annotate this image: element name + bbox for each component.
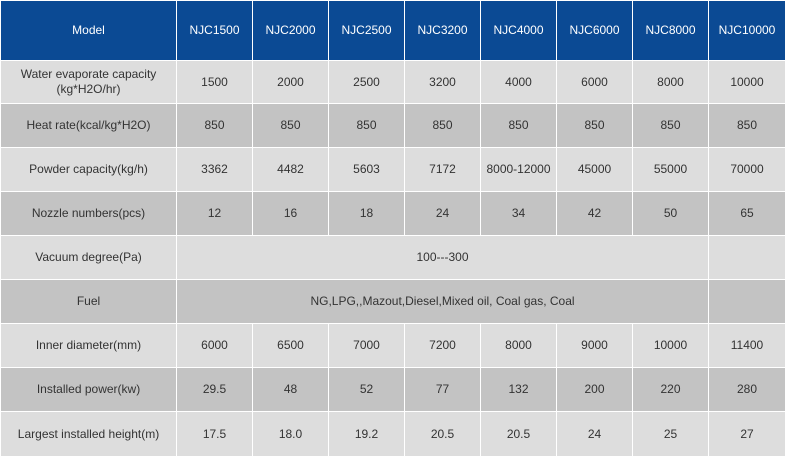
- table-cell: 48: [253, 368, 328, 411]
- table-cell: 18.0: [253, 412, 328, 456]
- table-cell: 850: [481, 104, 556, 147]
- table-cell: 20.5: [481, 412, 556, 456]
- row-label: Nozzle numbers(pcs): [1, 192, 176, 235]
- table-cell: 9000: [557, 324, 632, 367]
- table-cell: 19.2: [329, 412, 404, 456]
- table-row: [1, 412, 785, 456]
- table-row: [1, 324, 785, 367]
- merged-cell: NG,LPG,,Mazout,Diesel,Mixed oil, Coal gas, Coal: [177, 280, 708, 323]
- row-label: Largest installed height(m): [1, 412, 176, 456]
- table-cell: 220: [633, 368, 708, 411]
- table-cell: 280: [709, 368, 785, 411]
- table-cell: 27: [709, 412, 785, 456]
- table-cell: 850: [329, 104, 404, 147]
- table-cell: 18: [329, 192, 404, 235]
- header-cell: Model: [1, 1, 176, 60]
- merged-cell: 100---300: [177, 236, 708, 279]
- table-cell: 2000: [253, 61, 328, 103]
- row-label: Powder capacity(kg/h): [1, 148, 176, 191]
- row-label: [1, 61, 176, 103]
- table-cell: [709, 236, 785, 279]
- header-row: [1, 1, 785, 60]
- row-label: Inner diameter(mm): [1, 324, 176, 367]
- table-cell: 6500: [253, 324, 328, 367]
- table-cell: 132: [481, 368, 556, 411]
- row-label-line: (kg*H2O/hr): [56, 82, 121, 96]
- table-cell: 850: [557, 104, 632, 147]
- table-cell: 25: [633, 412, 708, 456]
- row-label-line: Water evaporate capacity: [20, 67, 157, 81]
- header-cell: NJC3200: [405, 1, 480, 60]
- table-cell: 850: [405, 104, 480, 147]
- table-row: [1, 104, 785, 147]
- table-cell: [709, 280, 785, 323]
- table-cell: 45000: [557, 148, 632, 191]
- table-cell: 200: [557, 368, 632, 411]
- table-row: [1, 148, 785, 191]
- table-row: [1, 236, 785, 279]
- table-cell: 34: [481, 192, 556, 235]
- table-cell: 4482: [253, 148, 328, 191]
- table-cell: 5603: [329, 148, 404, 191]
- header-cell: NJC2500: [329, 1, 404, 60]
- table-cell: 42: [557, 192, 632, 235]
- table-row: [1, 280, 785, 323]
- table-cell: 6000: [177, 324, 252, 367]
- table-cell: 20.5: [405, 412, 480, 456]
- table-cell: 65: [709, 192, 785, 235]
- table-cell: 16: [253, 192, 328, 235]
- table-cell: 10000: [633, 324, 708, 367]
- table-cell: 8000-12000: [481, 148, 556, 191]
- table-cell: 77: [405, 368, 480, 411]
- table-cell: 850: [253, 104, 328, 147]
- table-cell: 2500: [329, 61, 404, 103]
- header-cell: NJC2000: [253, 1, 328, 60]
- table-cell: 6000: [557, 61, 632, 103]
- table-cell: 850: [177, 104, 252, 147]
- table-cell: 850: [633, 104, 708, 147]
- row-label: Vacuum degree(Pa): [1, 236, 176, 279]
- table-cell: 50: [633, 192, 708, 235]
- table-cell: 52: [329, 368, 404, 411]
- table-cell: 12: [177, 192, 252, 235]
- row-label: Heat rate(kcal/kg*H2O): [1, 104, 176, 147]
- table-cell: 24: [557, 412, 632, 456]
- table-cell: 8000: [633, 61, 708, 103]
- table-cell: 55000: [633, 148, 708, 191]
- table-cell: 7000: [329, 324, 404, 367]
- table-cell: 1500: [177, 61, 252, 103]
- table-cell: 29.5: [177, 368, 252, 411]
- header-cell: NJC4000: [481, 1, 556, 60]
- table-row: [1, 368, 785, 411]
- header-cell: NJC10000: [709, 1, 785, 60]
- header-cell: NJC6000: [557, 1, 632, 60]
- header-cell: NJC1500: [177, 1, 252, 60]
- table-cell: 17.5: [177, 412, 252, 456]
- table-cell: 7172: [405, 148, 480, 191]
- table-cell: 11400: [709, 324, 785, 367]
- table-cell: 24: [405, 192, 480, 235]
- table-cell: 10000: [709, 61, 785, 103]
- table-cell: 850: [709, 104, 785, 147]
- table-cell: 4000: [481, 61, 556, 103]
- table-cell: 3200: [405, 61, 480, 103]
- table-row: [1, 61, 785, 103]
- table-cell: 70000: [709, 148, 785, 191]
- row-label: Installed power(kw): [1, 368, 176, 411]
- table-cell: 7200: [405, 324, 480, 367]
- table-cell: 3362: [177, 148, 252, 191]
- row-label: Fuel: [1, 280, 176, 323]
- header-cell: NJC8000: [633, 1, 708, 60]
- table-row: [1, 192, 785, 235]
- table-cell: 8000: [481, 324, 556, 367]
